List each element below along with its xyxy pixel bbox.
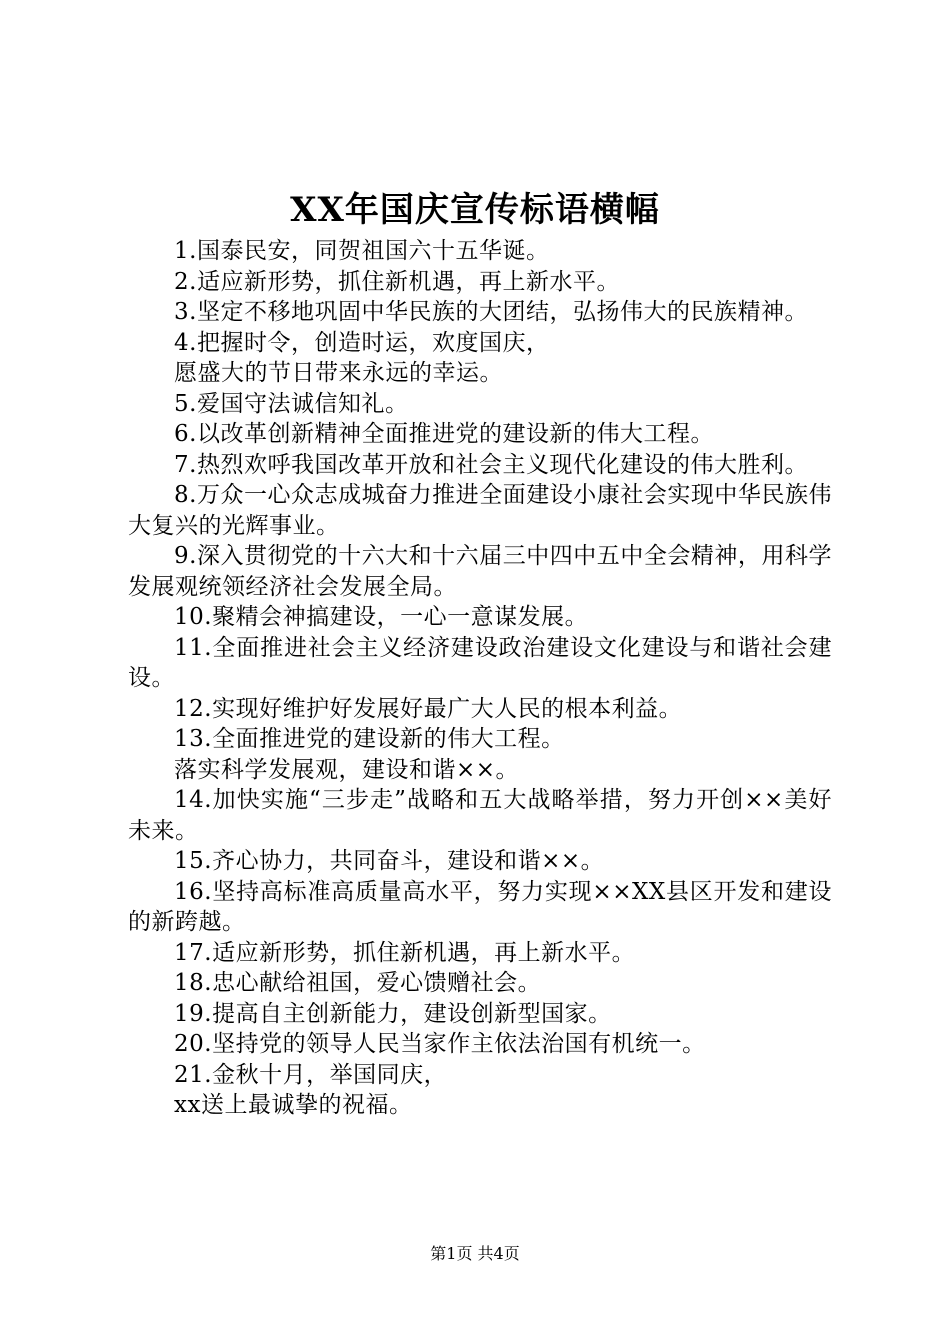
- paragraph-8: 8.万众一心众志成城奋力推进全面建设小康社会实现中华民族伟大复兴的光辉事业。: [128, 482, 832, 539]
- paragraph-20: 20.坚持党的领导人民当家作主依法治国有机统一。: [174, 1031, 706, 1057]
- page-footer: 第1页 共4页: [430, 1244, 520, 1263]
- paragraph-13-continued: 落实科学发展观，建设和谐××。: [174, 756, 520, 783]
- document-body: [128, 236, 832, 1121]
- paragraph-16: 16.坚持高标准高质量高水平，努力实现××XX县区开发和建设的新跨越。: [128, 878, 832, 935]
- paragraph-18: 18.忠心献给祖国，爱心馈赠社会。: [174, 970, 542, 996]
- paragraph-9: 9.深入贯彻党的十六大和十六届三中四中五中全会精神，用科学发展观统领经济社会发展全局。: [128, 543, 832, 600]
- paragraph-14: 14.加快实施“三步走”战略和五大战略举措，努力开创××美好未来。: [128, 787, 832, 844]
- paragraph-12: 12.实现好维护好发展好最广大人民的根本利益。: [174, 695, 683, 722]
- paragraph-15: 15.齐心协力，共同奋斗，建设和谐××。: [174, 848, 605, 874]
- paragraph-7: 7.热烈欢呼我国改革开放和社会主义现代化建设的伟大胜利。: [174, 451, 808, 478]
- paragraph-13: 13.全面推进党的建设新的伟大工程。: [174, 726, 565, 752]
- paragraph-6: 6.以改革创新精神全面推进党的建设新的伟大工程。: [174, 421, 714, 447]
- paragraph-3: 3.坚定不移地巩固中华民族的大团结，弘扬伟大的民族精神。: [174, 299, 808, 325]
- paragraph-4-continued: 愿盛大的节日带来永远的幸运。: [174, 360, 503, 386]
- paragraph-2: 2.适应新形势，抓住新机遇，再上新水平。: [174, 268, 620, 295]
- paragraph-4: 4.把握时令，创造时运，欢度国庆，: [174, 329, 550, 356]
- paragraph-19: 19.提高自主创新能力，建设创新型国家。: [174, 1000, 612, 1027]
- paragraph-21-continued: xx送上最诚挚的祝福。: [174, 1092, 413, 1118]
- paragraph-10: 10.聚精会神搞建设，一心一意谋发展。: [174, 604, 589, 630]
- paragraph-5: 5.爱国守法诚信知礼。: [174, 390, 409, 417]
- paragraph-21: 21.金秋十月，举国同庆，: [174, 1061, 448, 1088]
- paragraph-11: 11.全面推进社会主义经济建设政治建设文化建设与和谐社会建设。: [128, 634, 832, 691]
- document-title: XX年国庆宣传标语横幅: [290, 190, 660, 230]
- paragraph-1: 1.国泰民安，同贺祖国六十五华诞。: [174, 238, 550, 264]
- paragraph-17: 17.适应新形势，抓住新机遇，再上新水平。: [174, 939, 636, 966]
